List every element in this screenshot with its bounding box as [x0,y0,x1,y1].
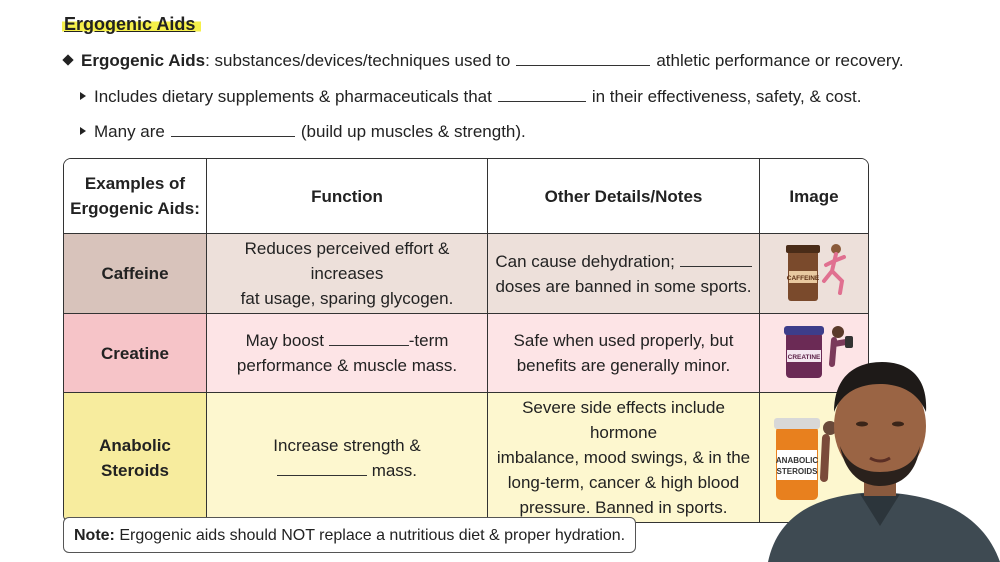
diamond-bullet-icon [62,54,73,65]
steroids-function-blank [277,461,367,476]
creatine-function-b: -term [408,331,449,350]
caffeine-function-line-2: fat usage, sparing glycogen. [240,289,454,308]
steroids-image-label-2: STEROIDS [776,466,818,476]
header-function: Function [207,159,488,234]
caffeine-notes-b: doses are banned in some sports. [495,276,752,296]
sub-bullet-1 [80,86,861,107]
note-label: Note: [74,527,115,544]
ergogenic-aids-table [63,158,869,523]
sub-bullet-2-blank [171,121,295,137]
table-row-caffeine [64,234,868,314]
definition-text-after: athletic performance or recovery. [656,51,904,70]
row-name-caffeine: Caffeine [64,234,207,314]
steroids-notes-line-2: imbalance, mood swings, & in the [496,448,751,467]
steroids-notes [488,393,760,522]
definition-blank [516,50,650,66]
triangle-bullet-icon [80,92,86,100]
creatine-notes-line-2: benefits are generally minor. [516,356,731,375]
steroids-name-line-2: Steroids [100,460,170,480]
creatine-image-label: CREATINE [787,354,821,361]
row-name-creatine: Creatine [64,314,207,393]
header-image: Image [760,159,868,234]
triangle-bullet-icon [80,127,86,135]
sub-bullet-2-before: Many are [94,122,165,141]
table-row-steroids [64,393,868,522]
steroids-function-a: Increase strength & [273,435,421,455]
presenter-video-overlay [768,354,1000,562]
steroids-notes-line-3: long-term, cancer & high blood [507,473,740,492]
caffeine-notes-blank [680,252,752,267]
creatine-function-blank [329,331,409,346]
table-row-creatine [64,314,868,393]
steroids-function-b: mass. [371,460,418,480]
note-text: Ergogenic aids should NOT replace a nutritious diet & proper hydration. [119,527,626,544]
sub-bullet-2-after: (build up muscles & strength). [300,122,526,141]
sub-bullet-1-after: in their effectiveness, safety, & cost. [591,87,862,106]
sub-bullet-1-blank [498,86,586,102]
steroids-function [207,393,488,522]
steroids-name-line-1: Anabolic [99,435,171,455]
caffeine-image [760,234,868,314]
steroids-notes-line-4: pressure. Banned in sports. [519,498,728,517]
row-name-steroids [64,393,207,522]
coffee-cup-runner-icon [762,235,866,306]
caffeine-function [207,234,488,314]
caffeine-notes-a: Can cause dehydration; [495,251,675,271]
caffeine-notes [488,234,760,314]
definition-text-before: : substances/devices/techniques used to [205,51,511,70]
table-header-row [64,159,868,234]
note-box [63,517,636,553]
creatine-function [207,314,488,393]
header-examples: Examples of Ergogenic Aids: [64,159,207,234]
steroids-image-label-1: ANABOLIC [775,455,819,465]
steroids-notes-line-1: Severe side effects include hormone [522,398,725,442]
caffeine-function-line-1: Reduces perceived effort & increases [244,239,450,283]
creatine-function-a: May boost [245,331,325,350]
sub-bullet-1-before: Includes dietary supplements & pharmaceuticals that [94,87,492,106]
definition-term: Ergogenic Aids [81,51,206,70]
creatine-function-c: performance & muscle mass. [236,356,458,375]
title-wrap [62,14,201,35]
definition-line [64,50,904,71]
creatine-notes [488,314,760,393]
header-notes: Other Details/Notes [488,159,760,234]
creatine-notes-line-1: Safe when used properly, but [513,331,734,350]
caffeine-image-label: CAFFEINE [786,274,820,282]
sub-bullet-2 [80,121,526,142]
page-title: Ergogenic Aids [62,14,201,34]
